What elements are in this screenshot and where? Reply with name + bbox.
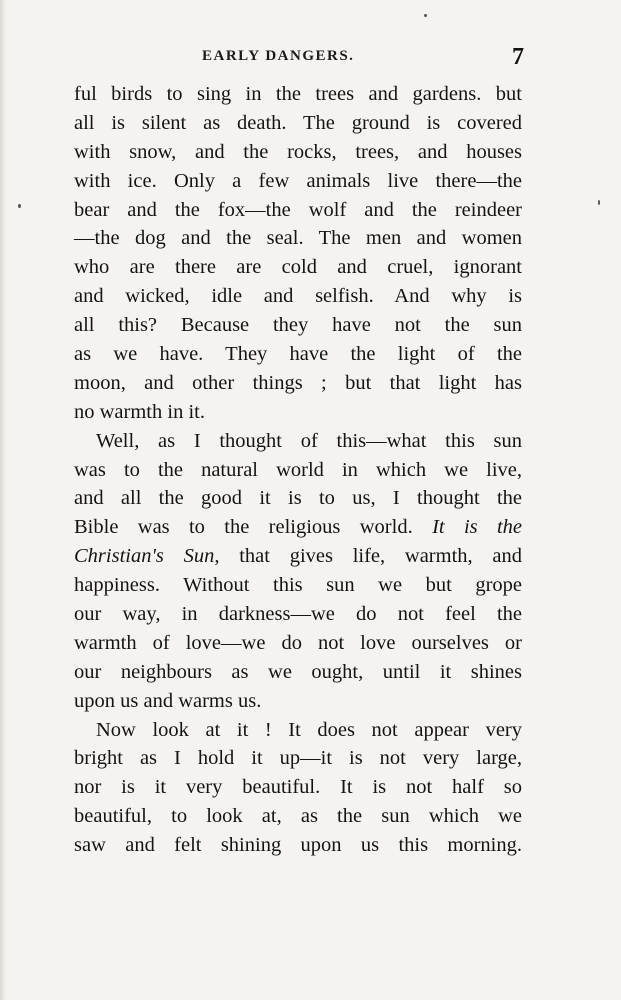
text-line: with snow, and the rocks, trees, and houses bbox=[74, 140, 522, 163]
page-number: 7 bbox=[512, 44, 524, 70]
text-span: Bible was to the religious world. bbox=[74, 516, 413, 539]
text-line: saw and felt shining upon us this morning. bbox=[74, 834, 522, 857]
text-line: nor is it very beautiful. It is not half so bbox=[74, 776, 522, 799]
text-line-with-italic bbox=[74, 513, 522, 542]
text-line: our way, in darkness—we do not feel the bbox=[74, 603, 522, 626]
text-line: warmth of love—we do not love ourselves or bbox=[74, 631, 522, 654]
print-speck bbox=[424, 14, 427, 17]
text-line: —the dog and the seal. The men and women bbox=[74, 227, 522, 250]
italic-phrase: It is the bbox=[432, 516, 523, 539]
page-gutter-edge bbox=[0, 0, 6, 1000]
text-line: Well, as I thought of this—what this sun bbox=[96, 429, 522, 452]
print-speck bbox=[18, 204, 21, 208]
text-line: ful birds to sing in the trees and gardens. but bbox=[74, 83, 522, 105]
text-line: who are there are cold and cruel, ignorant bbox=[74, 256, 522, 279]
print-speck bbox=[598, 200, 600, 205]
text-line: bright as I hold it up—it is not very large, bbox=[74, 747, 522, 770]
text-line: all is silent as death. The ground is covered bbox=[74, 111, 522, 134]
text-line: was to the natural world in which we live, bbox=[74, 458, 522, 481]
text-line: bear and the fox—the wolf and the reindeer bbox=[74, 198, 522, 221]
text-span: that gives life, warmth, and bbox=[239, 545, 522, 568]
text-line: with ice. Only a few animals live there—the bbox=[74, 169, 522, 192]
text-line: happiness. Without this sun we but grope bbox=[74, 574, 522, 597]
text-line: all this? Because they have not the sun bbox=[74, 314, 522, 337]
text-line: upon us and warms us. bbox=[74, 689, 262, 712]
page-header bbox=[74, 44, 524, 74]
text-line: Now look at it ! It does not appear very bbox=[96, 718, 522, 741]
text-line: moon, and other things ; but that light has bbox=[74, 371, 522, 394]
italic-phrase: Christian's Sun, bbox=[74, 545, 220, 568]
body-text bbox=[74, 80, 522, 860]
text-line: and wicked, idle and selfish. And why is bbox=[74, 285, 522, 308]
text-line: and all the good it is to us, I thought the bbox=[74, 487, 522, 510]
text-line-with-italic bbox=[74, 542, 522, 571]
text-line: our neighbours as we ought, until it shines bbox=[74, 660, 522, 683]
text-line: beautiful, to look at, as the sun which we bbox=[74, 805, 522, 828]
running-head: EARLY DANGERS. bbox=[202, 48, 355, 64]
text-line: no warmth in it. bbox=[74, 400, 205, 423]
text-line: as we have. They have the light of the bbox=[74, 343, 522, 366]
